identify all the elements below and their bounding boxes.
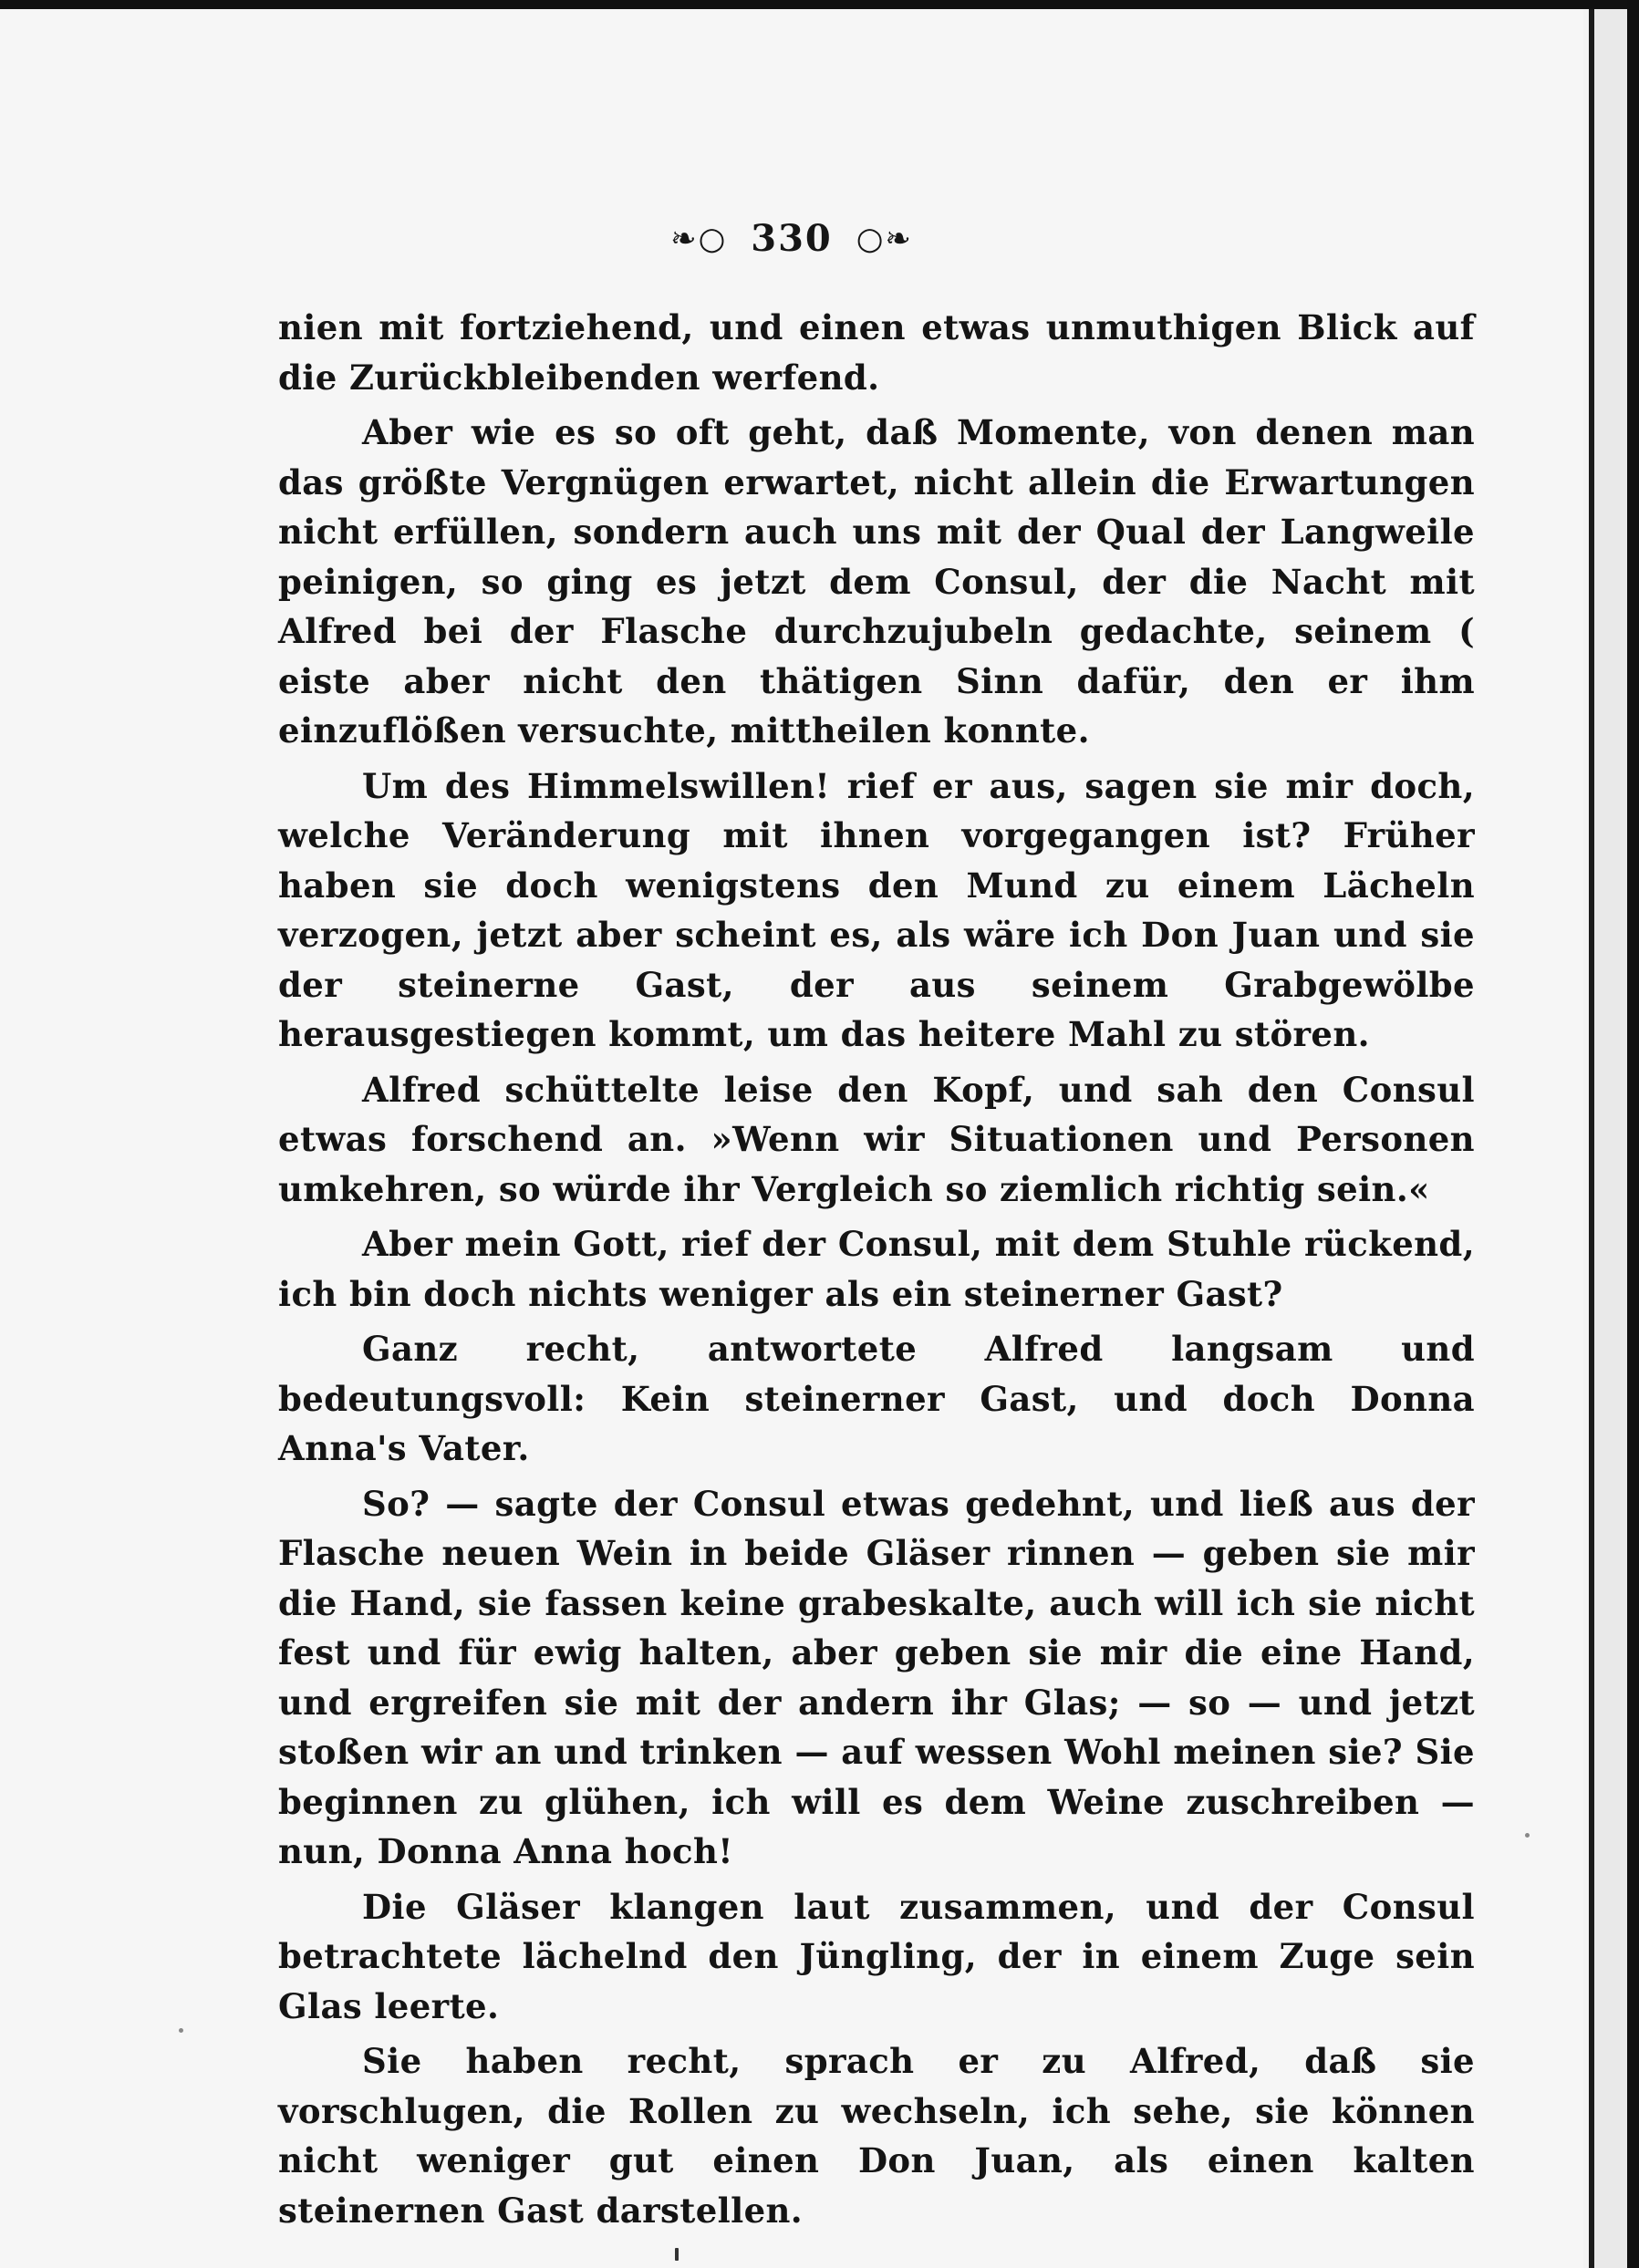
paragraph: So? — sagte der Consul etwas gedehnt, und ließ aus der Flasche neuen Wein in beide Gläser rinnen — geben sie mir die Hand, sie fassen keine grabeskalte, auch will ich sie nicht fest und für ewig halten, aber geben sie mir die eine Hand, und ergreifen sie mit der andern ihr Glas; — so — und jetzt stoßen wir an und trinken — auf wessen Wohl meinen sie? Sie beginnen zu glühen, ich will es dem Weine zuschreiben — nun, Donna Anna hoch! (278, 1483, 1475, 1871)
page-header (0, 217, 1583, 260)
paragraph: Aber wie es so oft geht, daß Momente, von denen man das größte Vergnügen erwartet, nicht allein die Erwartungen nicht erfüllen, sondern auch uns mit der Qual der Langweile peinigen, so ging es jetzt dem Consul, der die Nacht mit Alfred bei der Flasche durchzujubeln gedachte, seinem ( eiste aber nicht den thätigen Sinn dafür, den er ihm einzuflößen versuchte, mittheilen konnte. (278, 412, 1475, 751)
page-number: 330 (751, 217, 833, 260)
body-text (278, 303, 1475, 2241)
ornament-right-icon: ○❧ (856, 221, 913, 257)
paragraph: Um des Himmelswillen! rief er aus, sagen sie mir doch, welche Veränderung mit ihnen vorgegangen ist? Früher haben sie doch wenigstens den Mund zu einem Lächeln verzogen, jetzt aber scheint es, als wäre ich Don Juan und sie der steinerne Gast, der aus seinem Grabgewölbe herausgestiegen kommt, um das heitere Mahl zu stören. (278, 765, 1475, 1054)
scan-right-edge (1627, 0, 1639, 2268)
paragraph: Alfred schüttelte leise den Kopf, und sah den Consul etwas forschend an. »Wenn wir Situationen und Personen umkehren, so würde ihr Vergleich so ziemlich richtig sein.« (278, 1069, 1475, 1209)
book-page (0, 9, 1583, 2268)
paragraph: nien mit fortziehend, und einen etwas unmuthigen Blick auf die Zurückbleibenden werfend. (278, 307, 1475, 398)
scan-speck (179, 2028, 183, 2033)
paragraph: Aber mein Gott, rief der Consul, mit dem Stuhle rückend, ich bin doch nichts weniger als ein steinerner Gast? (278, 1224, 1475, 1314)
paragraph: Sie haben recht, sprach er zu Alfred, daß sie vorschlugen, die Rollen zu wechseln, ich sehe, sie können nicht weniger gut einen Don Juan, als einen kalten steinernen Gast darstellen. (278, 2041, 1475, 2231)
scan-top-edge (0, 0, 1639, 9)
paragraph: Die Gläser klangen laut zusammen, und der Consul betrachtete lächelnd den Jüngling, der in einem Zuge sein Glas leerte. (278, 1886, 1475, 2026)
paragraph: Ganz recht, antwortete Alfred langsam und bedeutungsvoll: Kein steinerner Gast, und doch Donna Anna's Vater. (278, 1329, 1475, 1468)
scan-speck (675, 2248, 679, 2261)
scan-speck (1525, 1833, 1530, 1838)
ornament-left-icon: ❧○ (670, 221, 728, 257)
